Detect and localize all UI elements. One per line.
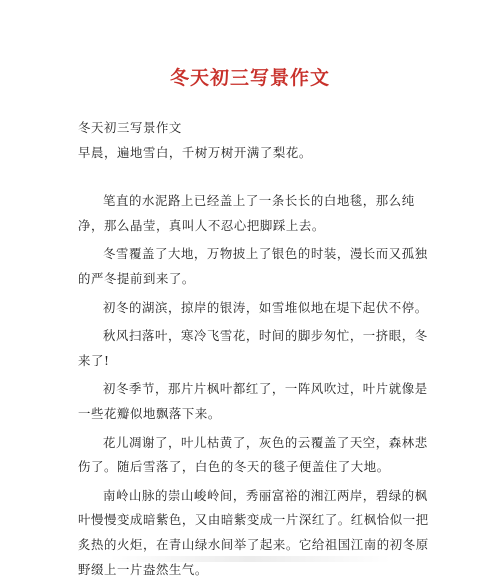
paragraph-morning: 早晨，遍地雪白，千树万树开满了梨花。 xyxy=(78,144,312,160)
document-body xyxy=(78,116,432,582)
footer-watermark xyxy=(110,556,390,562)
paragraph-road: 笔直的水泥路上已经盖上了一条长长的白地毯，那么纯净，那么晶莹，真叫人不忍心把脚踩上去。 xyxy=(78,193,415,233)
paragraph-maple: 初冬季节，那片片枫叶都红了，一阵风吹过，叶片就像是一些花瓣似地飘落下来。 xyxy=(78,381,428,421)
document-title: 冬天初三写景作文 xyxy=(169,67,330,89)
paragraph-nanling: 南岭山脉的崇山峻岭间，秀丽富裕的湘江两岸，碧绿的枫叶慢慢变成暗紫色，又由暗紫变成一片深红了。红枫恰似一把炙热的火炬，在青山绿水间举了起来。它给祖国江南的初冬原野缀上一片盎然生气。 xyxy=(78,487,429,577)
paragraph-subtitle: 冬天初三写景作文 xyxy=(78,120,182,135)
paragraph-autumn-wind: 秋风扫落叶，寒冷飞雪花，时间的脚步匆忙，一挤眼，冬来了! xyxy=(78,328,428,368)
paragraph-flowers: 花儿凋谢了，叶儿枯黄了，灰色的云覆盖了天空，森林悲伤了。随后雪落了，白色的冬天的毯子便盖住了大地。 xyxy=(78,434,428,475)
paragraph-lake: 初冬的湖滨，掠岸的银涛，如雪堆似地在堤下起伏不停。 xyxy=(103,299,428,315)
paragraph-snow: 冬雪覆盖了大地，万物披上了银色的时装，漫长而又孤独的严冬提前到来了。 xyxy=(78,246,428,286)
